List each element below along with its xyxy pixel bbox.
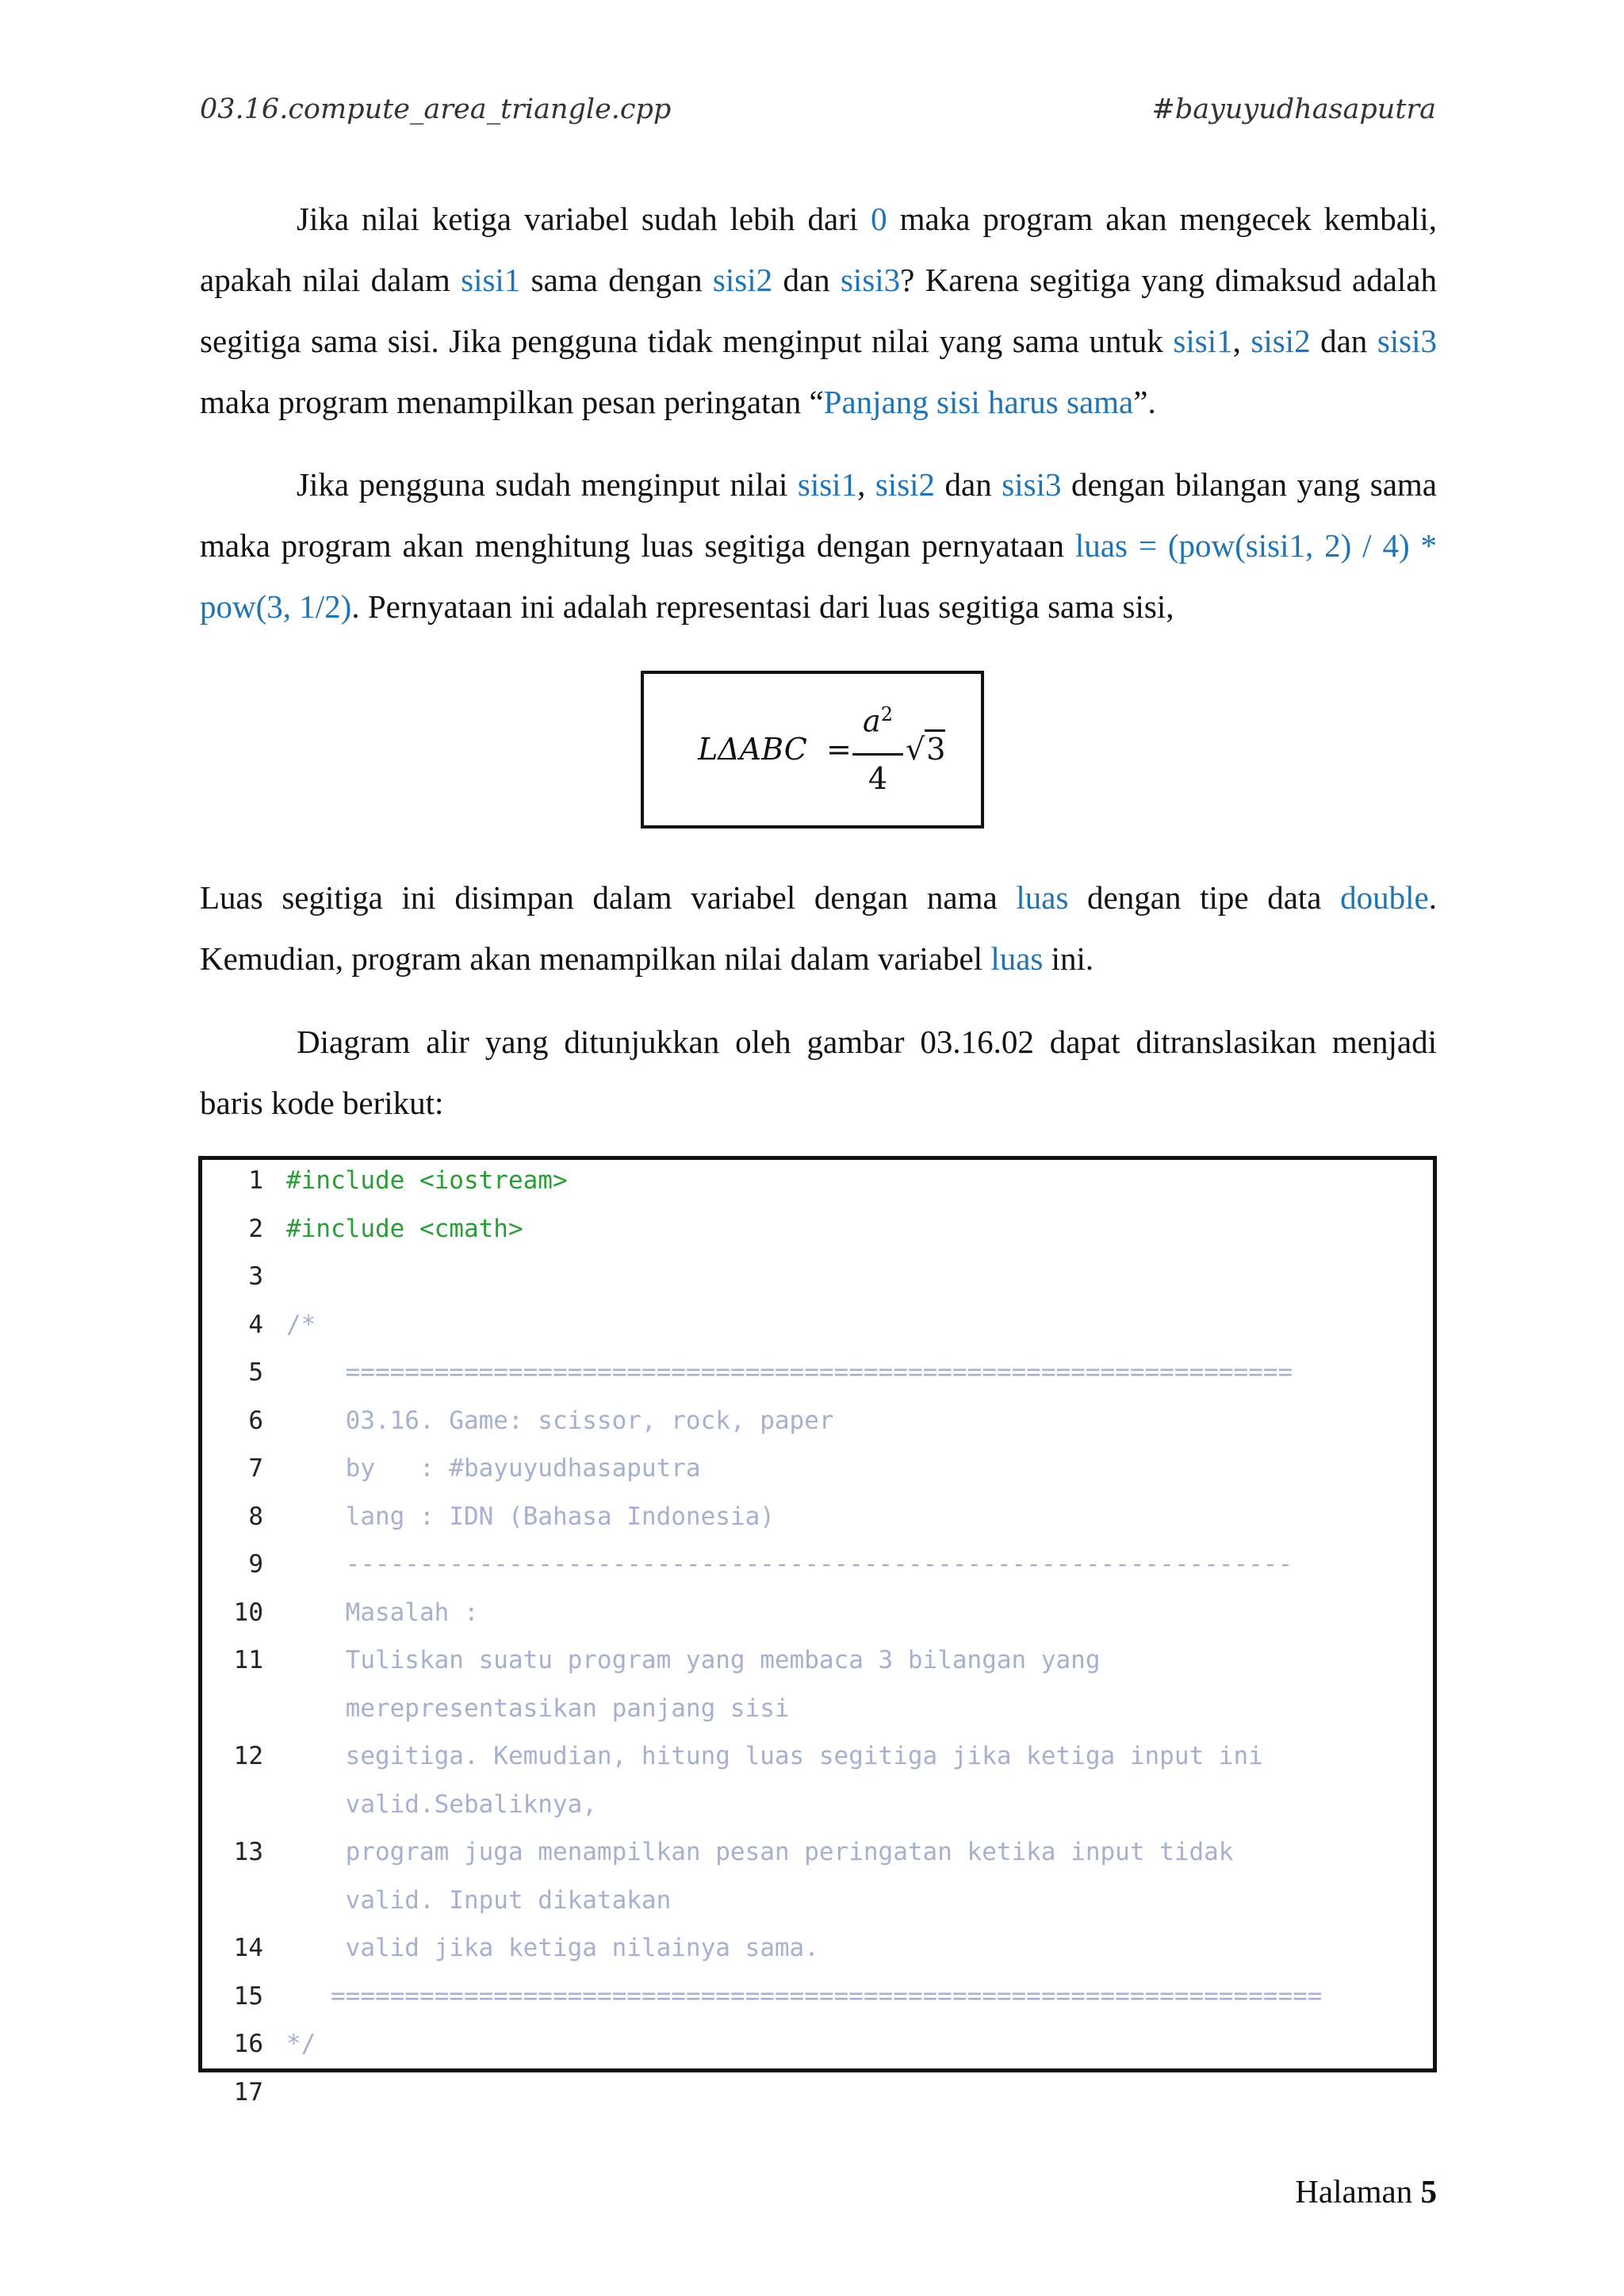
text-run: Diagram alir yang ditunjukkan oleh gambar 03.16.02 dapat ditranslasikan menjadi baris kode berikut: [200, 1024, 1437, 1121]
line-number: 13 [233, 1838, 263, 1866]
code-term: sisi2 [875, 466, 936, 503]
paragraph-3 [200, 867, 1437, 989]
text-run: dan [772, 262, 841, 298]
code-text: valid. Input dikatakan [286, 1885, 672, 1915]
root-sign: √ [906, 732, 925, 767]
formula-box [641, 671, 984, 828]
code-text: valid.Sebaliknya, [286, 1789, 597, 1819]
code-term: Panjang sisi harus sama [823, 384, 1134, 420]
line-number: 9 [248, 1550, 263, 1578]
paragraph-1 [200, 189, 1437, 433]
code-term: luas [990, 940, 1044, 977]
line-number: 14 [233, 1934, 263, 1962]
line-number: 11 [233, 1646, 263, 1674]
code-term: sisi3 [1002, 466, 1062, 503]
code-text: 03.16. Game: scissor, rock, paper [286, 1406, 834, 1435]
text-run: Jika nilai ketiga variabel sudah lebih dari [297, 201, 871, 237]
equilateral-area-formula [644, 674, 981, 825]
text-run: dan [935, 466, 1002, 503]
formula-square-root [906, 732, 945, 767]
text-run: , [857, 466, 875, 503]
code-text: =================================================================== [286, 1981, 1323, 2011]
line-number: 8 [248, 1502, 263, 1531]
formula-lhs: LΔABC [698, 732, 807, 767]
text-run: dan [1310, 323, 1377, 359]
text-run: dengan tipe data [1068, 879, 1341, 916]
page-footer [1295, 2172, 1437, 2210]
text-run: ini. [1043, 940, 1094, 977]
code-text: valid jika ketiga nilainya sama. [286, 1934, 819, 1962]
code-text: Tuliskan suatu program yang membaca 3 bilangan yang [286, 1646, 1101, 1674]
code-text: program juga menampilkan pesan peringatan ketika input tidak [286, 1838, 1234, 1866]
text-run: maka program menampilkan pesan peringatan “ [200, 384, 824, 420]
formula-denominator: 4 [868, 761, 888, 796]
line-number: 6 [248, 1406, 263, 1435]
line-number: 3 [248, 1262, 263, 1291]
text-run: Luas segitiga ini disimpan dalam variabel dengan nama [200, 879, 1017, 916]
line-number: 10 [233, 1598, 263, 1627]
paragraph-4 [200, 1012, 1437, 1134]
code-text: */ [286, 2030, 316, 2058]
code-term: sisi2 [712, 262, 773, 298]
text-run: sama dengan [520, 262, 713, 298]
code-text: /* [286, 1310, 316, 1339]
header-filename: 03.16.compute_area_triangle.cpp [200, 94, 672, 125]
formula-exponent: 2 [880, 703, 893, 725]
text-run: Jika pengguna sudah menginput nilai [297, 466, 798, 503]
line-number: 12 [233, 1742, 263, 1770]
formula-equals: = [826, 732, 852, 767]
code-term: sisi2 [1251, 323, 1311, 359]
code-text: lang : IDN (Bahasa Indonesia) [286, 1502, 775, 1531]
line-number: 2 [248, 1214, 263, 1243]
text-run: maka program akan mengecek kembali, apakah nilai dalam [200, 201, 1437, 298]
code-text: ---------------------------------------------------------------- [286, 1550, 1293, 1578]
formula-radicand: 3 [925, 729, 945, 767]
line-number: 7 [248, 1454, 263, 1483]
code-text: segitiga. Kemudian, hitung luas segitiga jika ketiga input ini [286, 1742, 1263, 1770]
line-number: 15 [233, 1981, 263, 2011]
text-run: ”. [1133, 384, 1156, 420]
code-term: sisi1 [797, 466, 858, 503]
code-term: luas [1016, 879, 1069, 916]
code-text: merepresentasikan panjang sisi [286, 1693, 790, 1723]
code-term: 0 [871, 201, 887, 237]
code-term: sisi1 [1173, 323, 1233, 359]
header-author: #bayuyudhasaputra [1151, 94, 1436, 125]
code-term: double [1340, 879, 1429, 916]
code-term: sisi3 [840, 262, 901, 298]
formula-numerator: $a^2$ [863, 703, 893, 739]
code-term: sisi1 [461, 262, 521, 298]
text-run: dengan bilangan yang sama maka program akan menghitung luas segitiga dengan pernyataan [200, 466, 1438, 564]
text-run: , [1232, 323, 1251, 359]
fraction-bar [852, 753, 903, 756]
line-number: 1 [248, 1166, 263, 1195]
line-number: 5 [248, 1358, 263, 1387]
line-number: 17 [233, 2077, 263, 2107]
code-text: Masalah : [286, 1598, 479, 1627]
code-term: sisi3 [1377, 323, 1438, 359]
paragraph-2 [200, 454, 1437, 637]
code-text: #include <cmath> [286, 1214, 523, 1243]
code-term: luas = (pow(sisi1, 2) / 4) * pow(3, 1/2) [200, 527, 1437, 625]
text-run: . Pernyataan ini adalah representasi dari luas segitiga sama sisi, [351, 588, 1174, 625]
code-text: ================================================================ [286, 1358, 1293, 1387]
text-run: . Kemudian, program akan menampilkan nilai dalam variabel [200, 879, 1437, 977]
code-text: by : #bayuyudhasaputra [286, 1454, 701, 1483]
code-listing [198, 1156, 1437, 2107]
text-run: ? Karena segitiga yang dimaksud adalah segitiga sama sisi. Jika pengguna tidak menginput nilai yang sama untuk [200, 262, 1437, 359]
line-number: 4 [248, 1310, 263, 1339]
code-text: #include <iostream> [286, 1166, 568, 1195]
line-number: 16 [233, 2030, 263, 2058]
page-label: Halaman [1295, 2173, 1413, 2210]
page-number: 5 [1420, 2173, 1437, 2210]
